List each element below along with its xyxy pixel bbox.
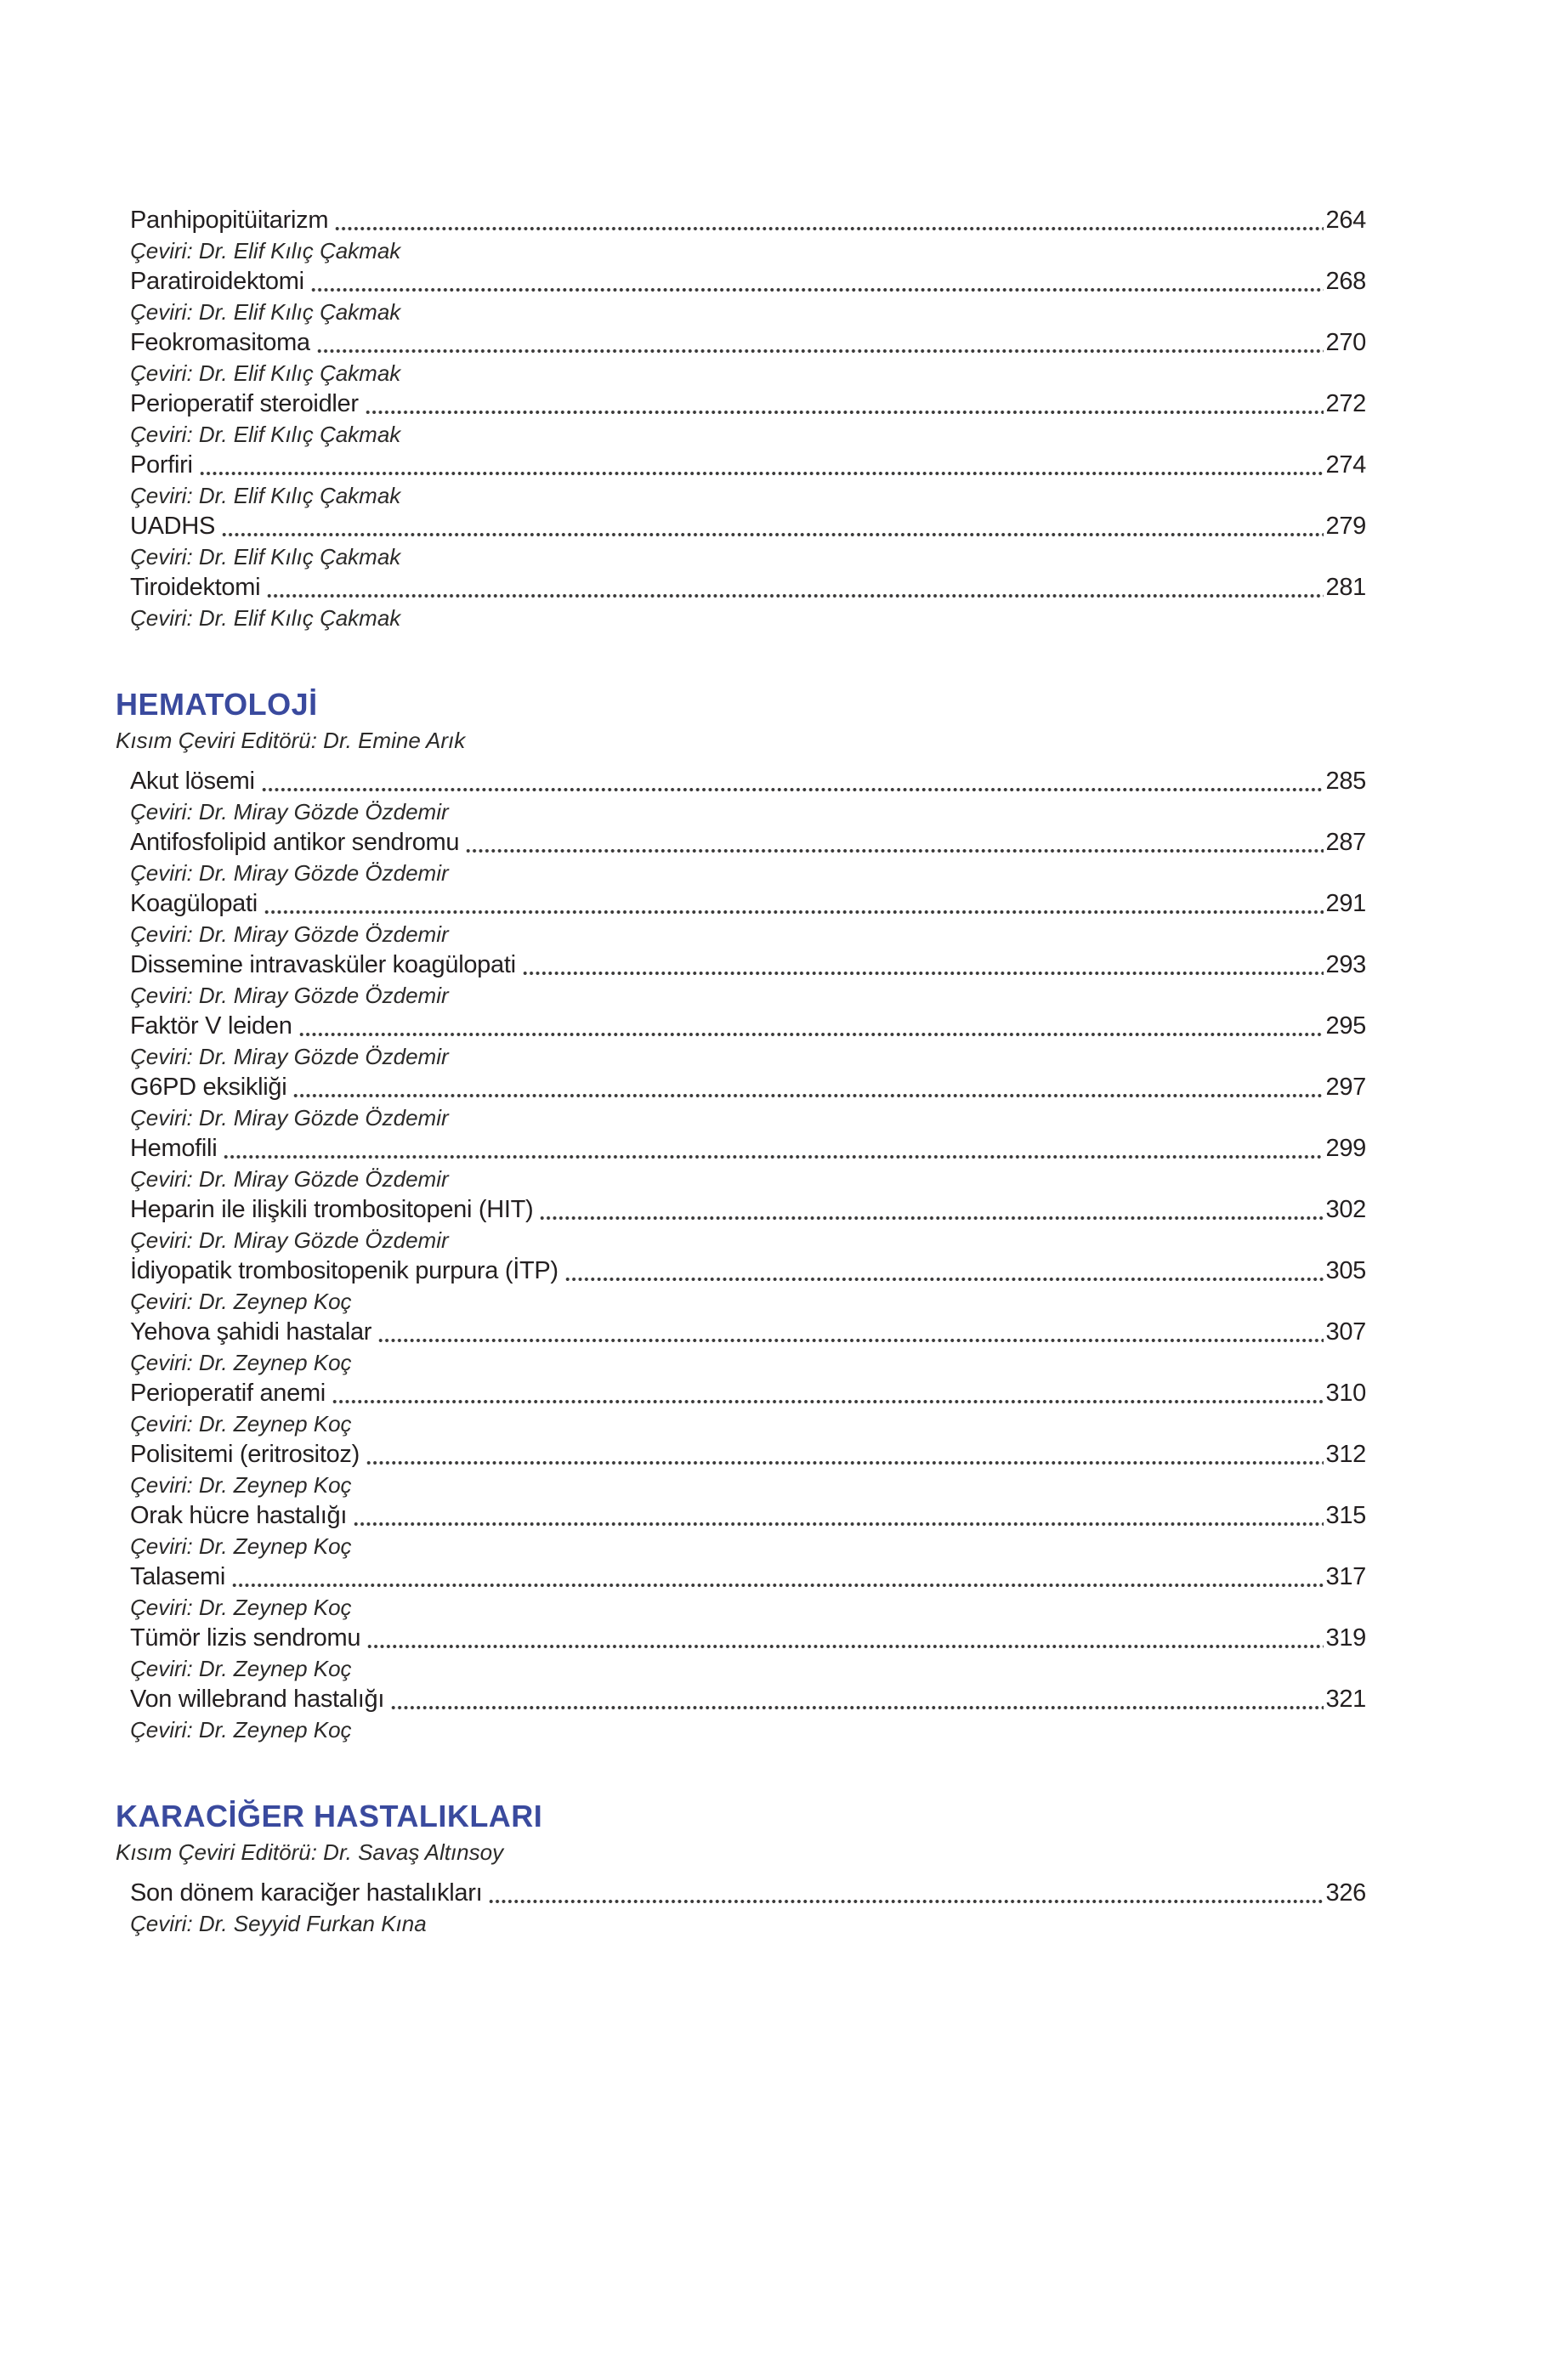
toc-entry-row	[130, 1561, 1366, 1594]
toc-entry	[130, 1438, 1366, 1499]
toc-entry-row	[130, 571, 1366, 604]
entry-title: Perioperatif anemi	[130, 1380, 326, 1407]
entry-title: Heparin ile ilişkili trombositopeni (HIT)	[130, 1196, 534, 1223]
entry-page-number: 307	[1325, 1318, 1366, 1346]
dot-leader	[298, 1030, 1324, 1037]
entry-page-number: 293	[1325, 951, 1366, 978]
entry-translator: Çeviri: Dr. Elif Kılıç Çakmak	[130, 483, 401, 508]
toc-entry	[130, 1010, 1366, 1071]
dot-leader	[390, 1703, 1323, 1710]
entry-translator: Çeviri: Dr. Zeynep Koç	[130, 1656, 352, 1681]
toc-entry	[130, 449, 1366, 510]
entry-translator: Çeviri: Dr. Zeynep Koç	[130, 1595, 352, 1620]
toc-entry	[130, 1561, 1366, 1622]
entry-translator: Çeviri: Dr. Zeynep Koç	[130, 1533, 352, 1559]
toc-entry	[130, 388, 1366, 449]
entry-title: Antifosfolipid antikor sendromu	[130, 829, 460, 856]
toc-entry	[130, 826, 1366, 887]
entry-page-number: 305	[1325, 1257, 1366, 1284]
toc-entry-row	[130, 765, 1366, 798]
entry-title: Tiroidektomi	[130, 574, 261, 601]
dot-leader	[366, 1459, 1324, 1465]
entry-title: İdiyopatik trombositopenik purpura (İTP)	[130, 1257, 559, 1284]
section-editor: Kısım Çeviri Editörü: Dr. Savaş Altınsoy	[116, 1839, 504, 1865]
toc-entry-row	[130, 1499, 1366, 1533]
toc-entry-row	[130, 1877, 1366, 1910]
toc-entry	[130, 1255, 1366, 1316]
entry-title: Son dönem karaciğer hastalıkları	[130, 1879, 483, 1907]
toc-entry	[130, 1316, 1366, 1377]
entry-title: Faktör V leiden	[130, 1012, 292, 1040]
toc-entry	[130, 326, 1366, 388]
entry-title: UADHS	[130, 513, 216, 540]
entry-translator: Çeviri: Dr. Elif Kılıç Çakmak	[130, 238, 401, 264]
toc-entry	[130, 887, 1366, 949]
entry-translator: Çeviri: Dr. Miray Gözde Özdemir	[130, 860, 449, 886]
toc-section	[116, 1797, 1366, 1938]
toc-entry-row	[130, 826, 1366, 859]
entry-translator: Çeviri: Dr. Elif Kılıç Çakmak	[130, 360, 401, 386]
toc-entry-row	[130, 949, 1366, 982]
dot-leader	[310, 286, 1324, 292]
toc-entry	[130, 1877, 1366, 1938]
toc-entry-row	[130, 887, 1366, 921]
entry-translator: Çeviri: Dr. Miray Gözde Özdemir	[130, 1166, 449, 1192]
dot-leader	[377, 1336, 1323, 1343]
toc-entry-row	[130, 449, 1366, 482]
entry-title: Feokromasitoma	[130, 329, 310, 356]
entry-page-number: 270	[1325, 329, 1366, 356]
entry-translator: Çeviri: Dr. Miray Gözde Özdemir	[130, 983, 449, 1008]
dot-leader	[316, 347, 1324, 354]
entry-translator: Çeviri: Dr. Zeynep Koç	[130, 1289, 352, 1314]
entry-title: Polisitemi (eritrositoz)	[130, 1441, 360, 1468]
entry-page-number: 274	[1325, 451, 1366, 479]
toc-entry-row	[130, 265, 1366, 298]
entry-title: Paratiroidektomi	[130, 268, 304, 295]
entry-page-number: 291	[1325, 890, 1366, 917]
dot-leader	[539, 1214, 1323, 1221]
section-editor: Kısım Çeviri Editörü: Dr. Emine Arık	[116, 728, 466, 753]
entry-page-number: 264	[1325, 207, 1366, 234]
toc-entry	[130, 1132, 1366, 1193]
toc-entry-row	[130, 204, 1366, 237]
toc-entry	[130, 1622, 1366, 1683]
entry-translator: Çeviri: Dr. Miray Gözde Özdemir	[130, 921, 449, 947]
entry-translator: Çeviri: Dr. Elif Kılıç Çakmak	[130, 299, 401, 325]
entry-title: Akut lösemi	[130, 768, 255, 795]
toc-entry	[130, 1071, 1366, 1132]
entry-title: Porfiri	[130, 451, 193, 479]
toc-entry	[130, 1377, 1366, 1438]
dot-leader	[522, 969, 1324, 976]
toc-entry-row	[130, 1071, 1366, 1104]
toc-section	[116, 685, 1366, 1744]
dot-leader	[231, 1581, 1323, 1588]
toc-entry-row	[130, 1377, 1366, 1410]
entry-title: Von willebrand hastalığı	[130, 1686, 385, 1713]
toc-section	[116, 204, 1366, 632]
entry-translator: Çeviri: Dr. Elif Kılıç Çakmak	[130, 422, 401, 447]
entry-translator: Çeviri: Dr. Miray Gözde Özdemir	[130, 1227, 449, 1253]
entry-title: Orak hücre hastalığı	[130, 1502, 348, 1529]
toc-entry-row	[130, 1683, 1366, 1716]
toc-entry	[130, 765, 1366, 826]
entry-page-number: 295	[1325, 1012, 1366, 1040]
entry-page-number: 315	[1325, 1502, 1366, 1529]
dot-leader	[353, 1520, 1323, 1527]
dot-leader	[266, 592, 1323, 598]
toc-entry	[130, 510, 1366, 571]
entry-page-number: 326	[1325, 1879, 1366, 1907]
dot-leader	[488, 1897, 1323, 1904]
dot-leader	[334, 224, 1323, 231]
entry-page-number: 321	[1325, 1686, 1366, 1713]
entry-page-number: 302	[1325, 1196, 1366, 1223]
entry-page-number: 272	[1325, 390, 1366, 417]
entry-translator: Çeviri: Dr. Elif Kılıç Çakmak	[130, 605, 401, 631]
entry-page-number: 319	[1325, 1624, 1366, 1652]
entry-title: Yehova şahidi hastalar	[130, 1318, 372, 1346]
dot-leader	[465, 847, 1323, 853]
dot-leader	[221, 530, 1323, 537]
entry-translator: Çeviri: Dr. Zeynep Koç	[130, 1472, 352, 1498]
dot-leader	[199, 469, 1324, 476]
dot-leader	[261, 785, 1324, 792]
toc-entry-row	[130, 388, 1366, 421]
entry-translator: Çeviri: Dr. Zeynep Koç	[130, 1350, 352, 1375]
toc-entry	[130, 265, 1366, 326]
toc-entry-row	[130, 1010, 1366, 1043]
toc-entry-row	[130, 1316, 1366, 1349]
entry-title: Talasemi	[130, 1563, 226, 1590]
entry-title: G6PD eksikliği	[130, 1074, 287, 1101]
entry-title: Panhipopitüitarizm	[130, 207, 329, 234]
dot-leader	[365, 408, 1324, 415]
entry-page-number: 285	[1325, 768, 1366, 795]
section-header: HEMATOLOJİ	[116, 687, 318, 722]
entry-page-number: 287	[1325, 829, 1366, 856]
entry-translator: Çeviri: Dr. Zeynep Koç	[130, 1717, 352, 1742]
entry-translator: Çeviri: Dr. Zeynep Koç	[130, 1411, 352, 1436]
entry-title: Hemofili	[130, 1135, 218, 1162]
toc-entry-row	[130, 510, 1366, 543]
dot-leader	[223, 1153, 1323, 1159]
entry-title: Koagülopati	[130, 890, 258, 917]
dot-leader	[564, 1275, 1324, 1282]
entry-page-number: 297	[1325, 1074, 1366, 1101]
toc-entry	[130, 204, 1366, 265]
entry-translator: Çeviri: Dr. Miray Gözde Özdemir	[130, 1105, 449, 1130]
toc-entry-row	[130, 1255, 1366, 1288]
entry-translator: Çeviri: Dr. Miray Gözde Özdemir	[130, 1044, 449, 1069]
toc-page	[116, 204, 1366, 1938]
toc-entry-row	[130, 1132, 1366, 1165]
entry-translator: Çeviri: Dr. Elif Kılıç Çakmak	[130, 544, 401, 570]
entry-page-number: 317	[1325, 1563, 1366, 1590]
entry-page-number: 268	[1325, 268, 1366, 295]
dot-leader	[332, 1397, 1324, 1404]
toc-entry-row	[130, 1622, 1366, 1655]
toc-entry-row	[130, 1193, 1366, 1227]
toc-entry	[130, 571, 1366, 632]
dot-leader	[292, 1091, 1323, 1098]
entry-translator: Çeviri: Dr. Miray Gözde Özdemir	[130, 799, 449, 824]
toc-entry	[130, 1499, 1366, 1561]
entry-title: Tümör lizis sendromu	[130, 1624, 361, 1652]
entry-page-number: 312	[1325, 1441, 1366, 1468]
entry-page-number: 279	[1325, 513, 1366, 540]
entry-page-number: 310	[1325, 1380, 1366, 1407]
toc-entry	[130, 1683, 1366, 1744]
entry-title: Perioperatif steroidler	[130, 390, 359, 417]
toc-entry	[130, 1193, 1366, 1255]
entry-title: Dissemine intravasküler koagülopati	[130, 951, 516, 978]
toc-entry-row	[130, 326, 1366, 360]
toc-entry	[130, 949, 1366, 1010]
toc-entry-row	[130, 1438, 1366, 1471]
entry-translator: Çeviri: Dr. Seyyid Furkan Kına	[130, 1911, 427, 1936]
entry-page-number: 281	[1325, 574, 1366, 601]
entry-page-number: 299	[1325, 1135, 1366, 1162]
section-header: KARACİĞER HASTALIKLARI	[116, 1799, 543, 1833]
dot-leader	[366, 1642, 1323, 1649]
dot-leader	[264, 908, 1324, 915]
